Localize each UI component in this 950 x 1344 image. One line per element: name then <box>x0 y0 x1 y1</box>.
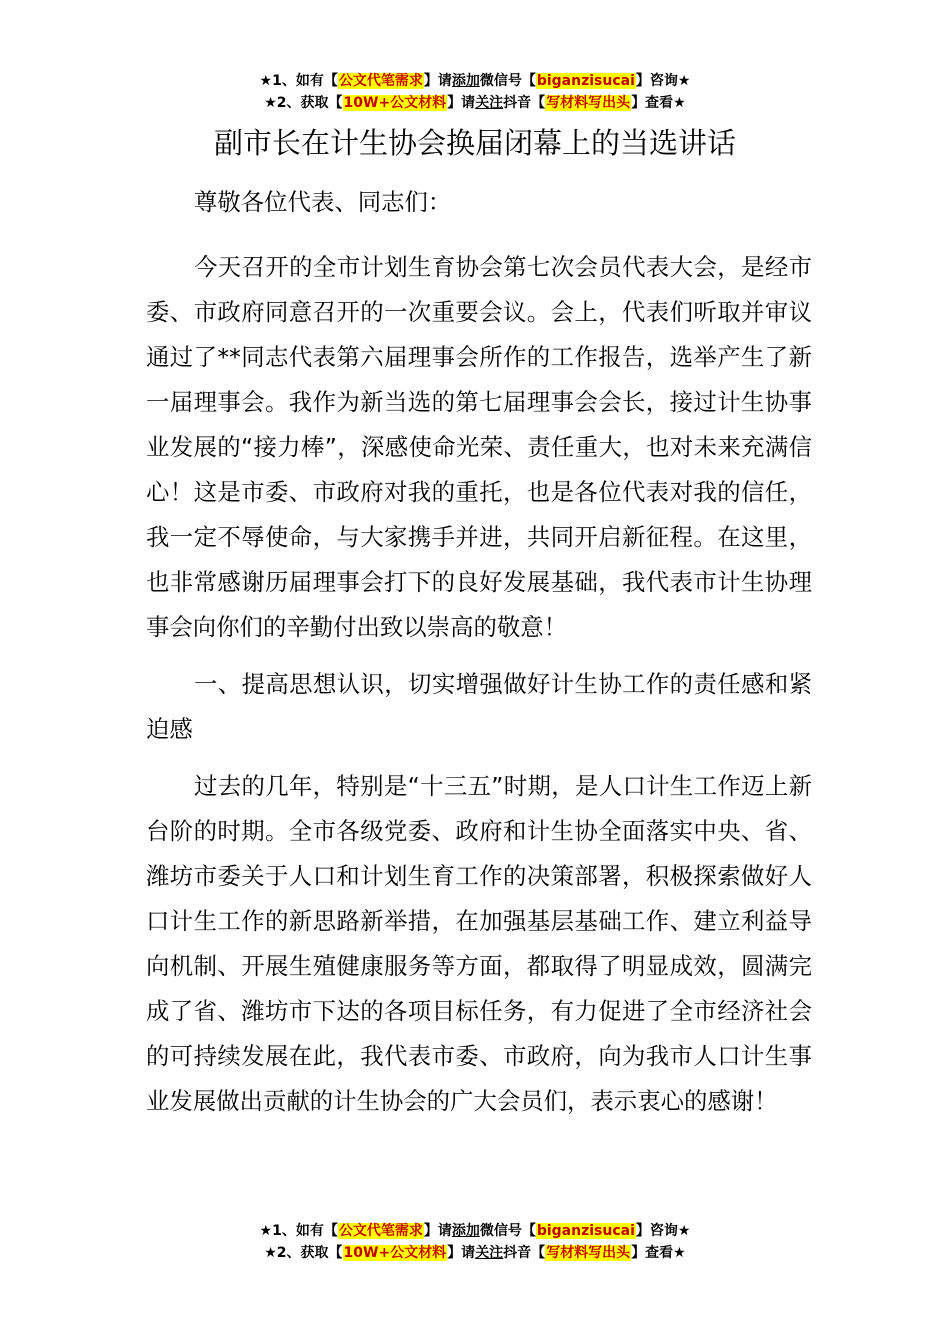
ad-douyin-id: 写材料写出头 <box>546 1245 631 1261</box>
footer-ad-banner <box>0 1220 950 1264</box>
paragraph-intro: 今天召开的全市计划生育协会第七次会员代表大会，是经市委、市政府同意召开的一次重要会议。会上，代表们听取并审议通过了**同志代表第六届理事会所作的工作报告，选举产生了新一届理事会。我作为新当选的第七届理事会会长，接过计生协事业发展的“接力棒”，深感使命光荣、责任重大，也对未来充满信心！这是市委、市政府对我的重托，也是各位代表对我的信任，我一定不辱使命，与大家携手并进，共同开启新征程。在这里，也非常感谢历届理事会打下的良好发展基础，我代表市计生协理事会向你们的辛勤付出致以崇高的敬意！ <box>146 253 812 641</box>
ad-douyin-id: 写材料写出头 <box>546 95 631 111</box>
ad-wechat-id: biganzisucai <box>536 1223 635 1239</box>
ad-line-1: ★1、如有【公文代笔需求】请添加微信号【biganzisucai】咨询★ <box>259 73 691 89</box>
document-body <box>146 180 812 1136</box>
ad-line-2: ★2、获取【10W+公文材料】请关注抖音【写材料写出头】查看★ <box>264 95 686 111</box>
ad-service-highlight: 公文代笔需求 <box>338 1223 423 1239</box>
ad-line-2: ★2、获取【10W+公文材料】请关注抖音【写材料写出头】查看★ <box>264 1245 686 1261</box>
ad-service-highlight: 公文代笔需求 <box>338 73 423 89</box>
ad-materials-highlight: 10W+公文材料 <box>343 95 447 111</box>
paragraph-review: 过去的几年，特别是“十三五”时期，是人口计生工作迈上新台阶的时期。全市各级党委、政府和计生协全面落实中央、省、潍坊市委关于人口和计划生育工作的决策部署，积极探索做好人口计生工作的新思路新举措，在加强基层基础工作、建立利益导向机制、开展生殖健康服务等方面，都取得了明显成效，圆满完成了省、潍坊市下达的各项目标任务，有力促进了全市经济社会的可持续发展在此，我代表市委、市政府，向为我市人口计生事业发展做出贡献的计生协会的广大会员们，表示衷心的感谢！ <box>146 772 812 1115</box>
ad-line-1: ★1、如有【公文代笔需求】请添加微信号【biganzisucai】咨询★ <box>259 1223 691 1239</box>
document-title: 副市长在计生协会换届闭幕上的当选讲话 <box>213 126 736 160</box>
header-ad-banner <box>0 70 950 114</box>
ad-materials-highlight: 10W+公文材料 <box>343 1245 447 1261</box>
greeting: 尊敬各位代表、同志们： <box>194 188 452 216</box>
ad-wechat-id: biganzisucai <box>536 73 635 89</box>
section-heading-1: 一、提高思想认识，切实增强做好计生协工作的责任感和紧迫感 <box>146 670 812 743</box>
